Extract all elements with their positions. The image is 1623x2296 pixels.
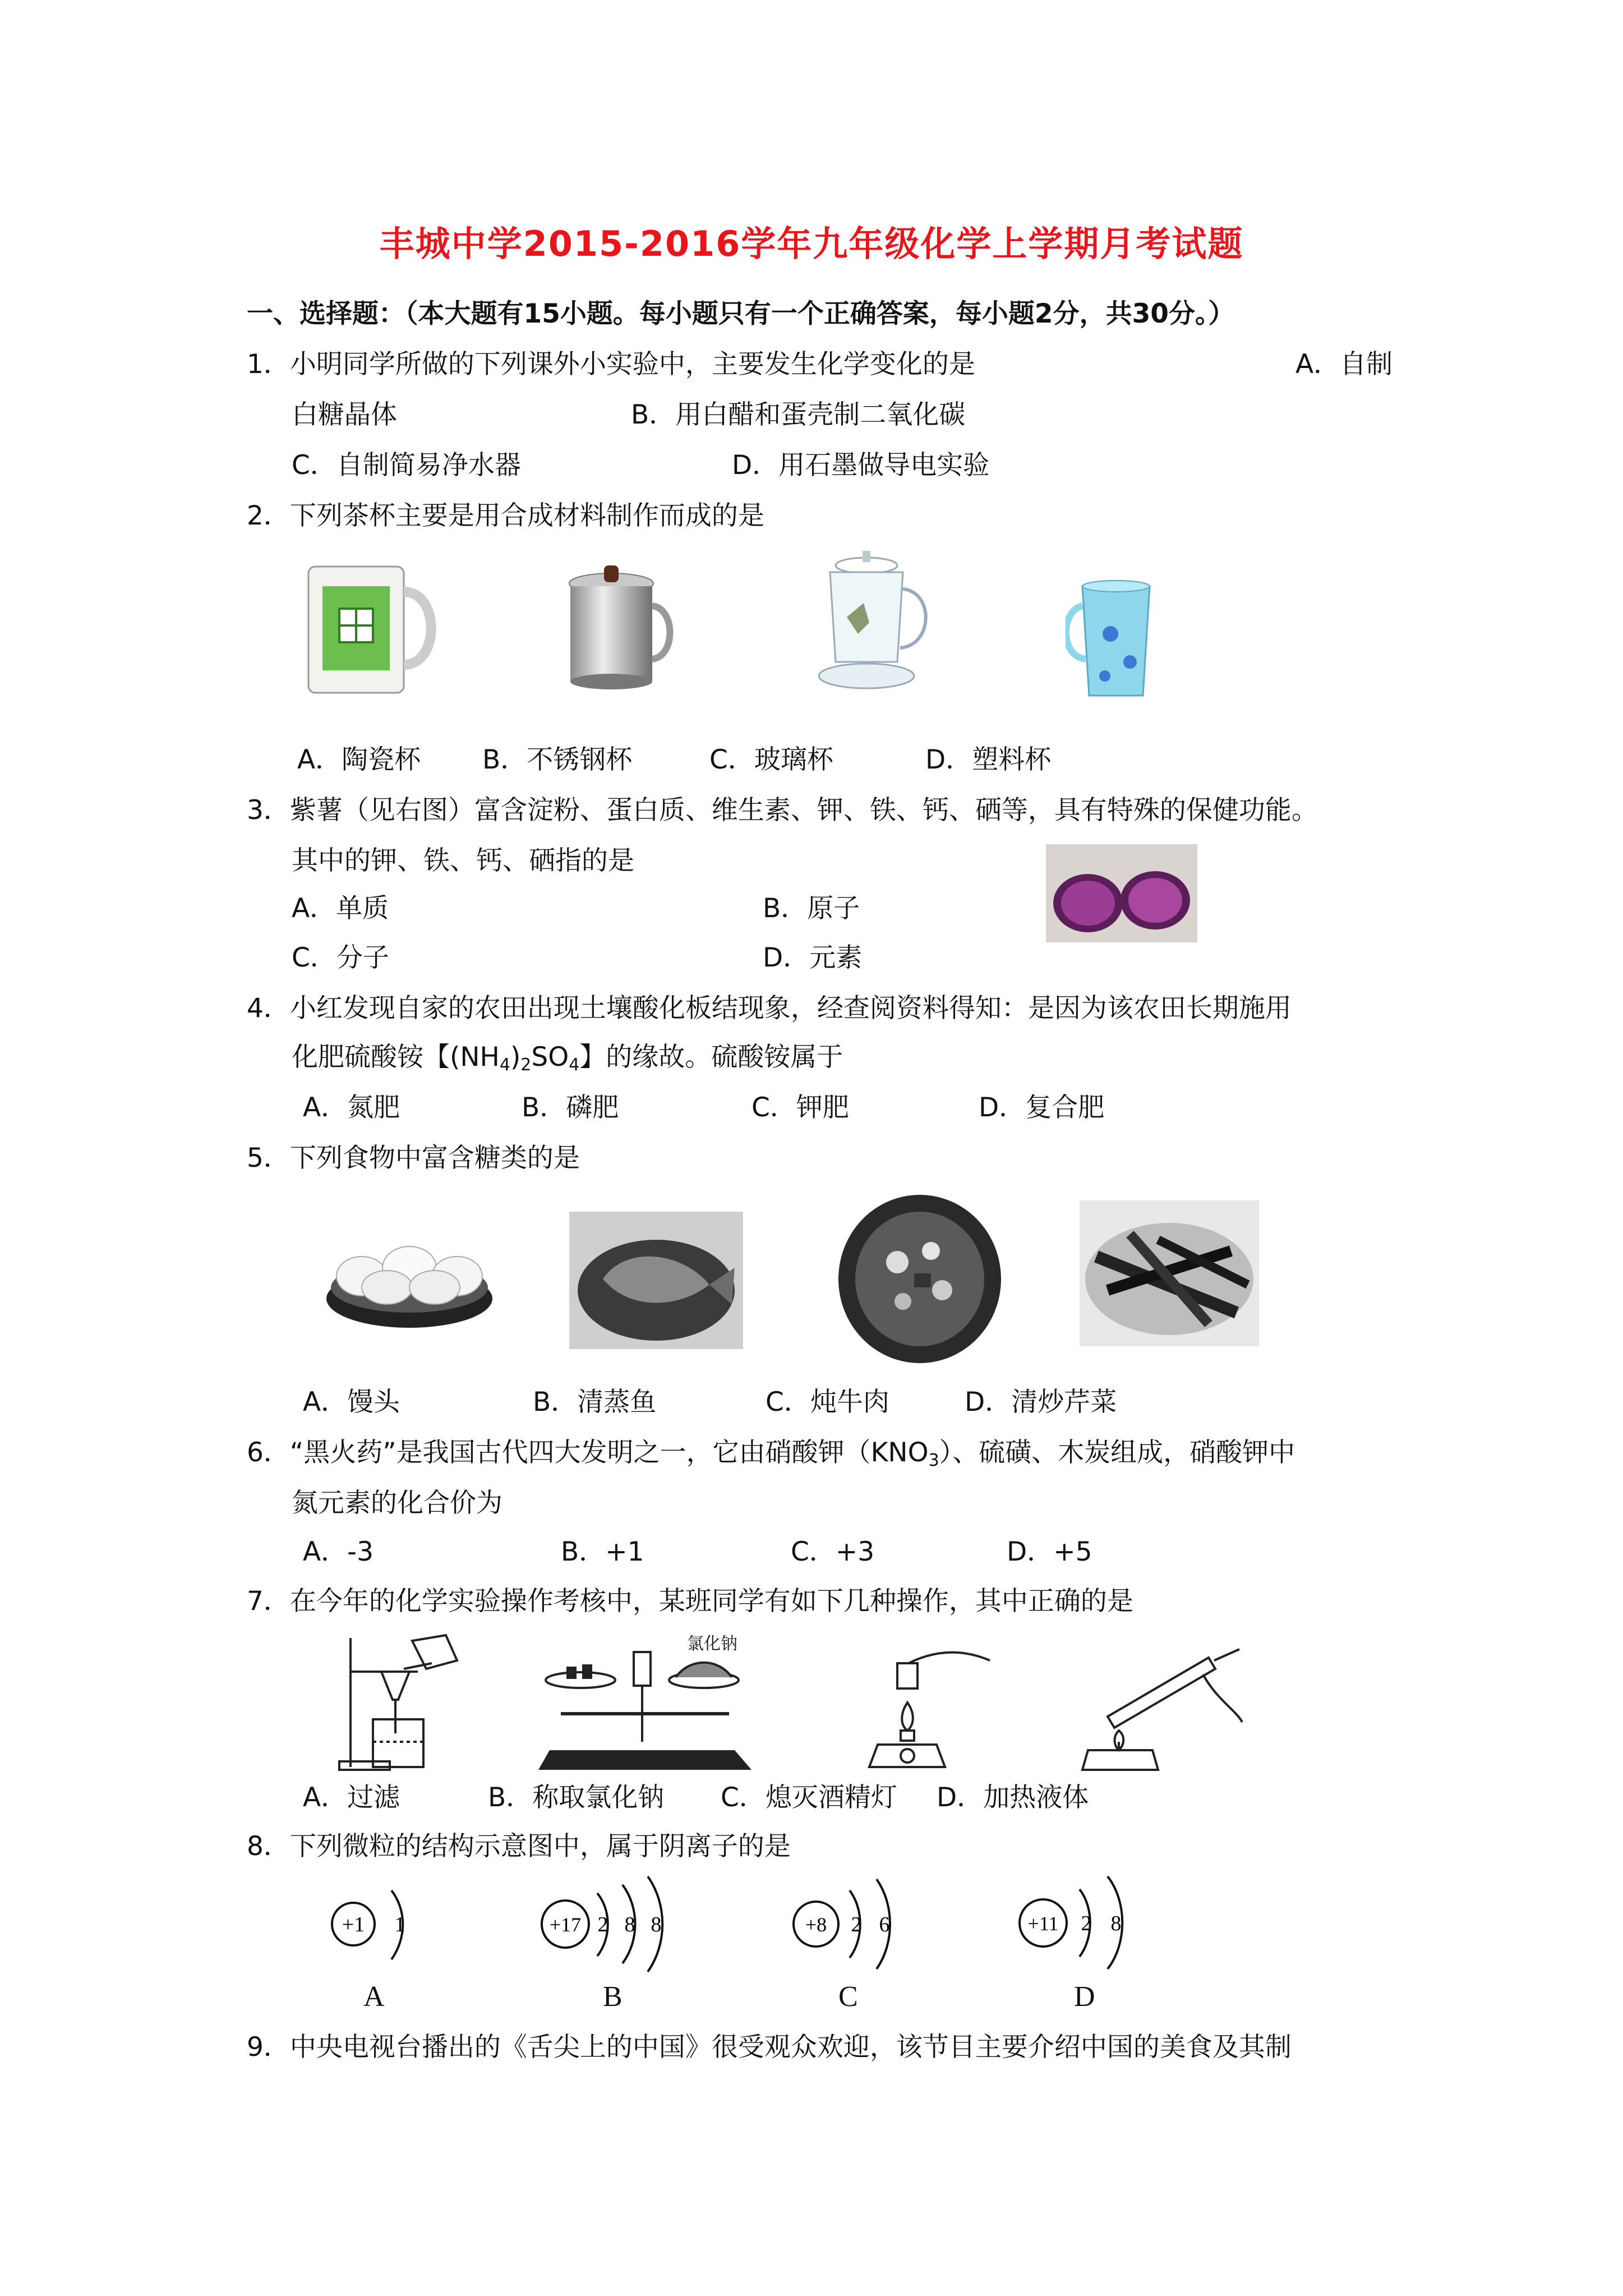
q4-option-a: A．氮肥 [303,1092,400,1123]
q6-line2: 氮元素的化合价为 [292,1488,502,1519]
q7-option-c: C．熄灭酒精灯 [721,1782,897,1813]
q7-option-a: A．过滤 [303,1782,400,1813]
q4-line1: 4．小红发现自家的农田出现土壤酸化板结现象，经查阅资料得知：是因为该农田长期施用 [247,993,1292,1024]
q6-option-d: D．+5 [1007,1536,1092,1567]
q3-option-c: C．分子 [292,942,389,973]
atom-diagram-b [538,1871,684,1977]
q1-option-c: C．自制简易净水器 [292,450,521,481]
q1-option-a-part2: 白糖晶体 [292,399,397,430]
atom-d-nucleus: +11 [1027,1912,1059,1935]
q1-option-a-part1: A．自制 [1295,349,1393,380]
q4-option-c: C．钾肥 [751,1092,849,1123]
plastic-cup-image [1066,578,1172,701]
nacl-label: 氯化钠 [687,1634,737,1654]
q5-option-d: D．清炒芹菜 [965,1387,1117,1418]
page-title: 丰城中学2015-2016学年九年级化学上学期月考试题 [379,223,1244,264]
q2-stem: 2．下列茶杯主要是用合成材料制作而成的是 [247,500,764,531]
atom-a-shell-1: 1 [394,1913,405,1936]
atom-b-shell-2: 8 [624,1913,635,1936]
q2-option-c: C．玻璃杯 [709,744,833,775]
atom-d-shell-1: 2 [1081,1912,1092,1935]
heat-liquid-image [1074,1632,1248,1773]
ceramic-cup-image [297,553,449,704]
steel-cup-image [564,561,676,696]
q6-option-b: B．+1 [561,1536,644,1567]
q6-option-c: C．+3 [791,1536,875,1567]
q2-option-d: D．塑料杯 [925,744,1052,775]
q3-option-b: B．原子 [763,893,860,924]
q6-option-a: A．-3 [303,1536,374,1567]
section-heading: 一、选择题：（本大题有15小题。每小题只有一个正确答案，每小题2分，共30分。） [247,298,1235,329]
q4-line2: 化肥硫酸铵【$(NH_4)_2SO_4$】的缘故。硫酸铵属于 [292,1042,843,1075]
q3-line2: 其中的钾、铁、钙、硒指的是 [292,845,634,876]
atom-label-a: A [363,1981,385,2013]
atom-diagram-c [788,1871,911,1977]
steamed-buns-image [322,1220,496,1332]
q9-stem: 9．中央电视台播出的《舌尖上的中国》很受观众欢迎，该节目主要介绍中国的美食及其制 [247,2032,1292,2063]
atom-c-shell-1: 2 [851,1913,862,1936]
q5-stem: 5．下列食物中富含糖类的是 [247,1143,580,1174]
atom-label-c: C [838,1981,858,2013]
filtration-apparatus-image [334,1630,479,1775]
q4-option-b: B．磷肥 [522,1092,619,1123]
atom-a-nucleus: +1 [342,1913,365,1936]
q1-option-b: B．用白醋和蛋壳制二氧化碳 [631,399,966,430]
purple-sweet-potato-image [1046,844,1197,942]
atom-label-d: D [1074,1981,1095,2013]
extinguish-alcohol-lamp-image [852,1641,993,1773]
q6-line1: 6．“黑火药”是我国古代四大发明之一，它由硝酸钾$(KNO_3)$、硫磺、木炭组成，硝酸钾中 [247,1437,1295,1470]
q4-option-d: D．复合肥 [979,1092,1105,1123]
atom-diagram-a [325,1876,421,1972]
q8-stem: 8．下列微粒的结构示意图中，属于阴离子的是 [247,1831,791,1862]
q7-option-d: D．加热液体 [937,1782,1089,1813]
atom-diagram-d [1015,1868,1144,1977]
atom-label-b: B [603,1981,623,2013]
stir-fried-celery-image [1080,1200,1259,1346]
q1-stem: 1．小明同学所做的下列课外小实验中，主要发生化学变化的是 [247,349,975,380]
atom-c-nucleus: +8 [805,1913,827,1936]
q3-option-a: A．单质 [292,893,389,924]
q2-option-a: A．陶瓷杯 [297,744,421,775]
q2-option-b: B．不锈钢杯 [482,744,633,775]
q7-option-b: B．称取氯化钠 [488,1782,665,1813]
q5-option-c: C．炖牛肉 [766,1387,889,1418]
atom-c-shell-2: 6 [879,1913,890,1936]
q7-stem: 7．在今年的化学实验操作考核中，某班同学有如下几种操作，其中正确的是 [247,1586,1133,1617]
steamed-fish-image [569,1212,743,1349]
glass-cup-image [813,550,942,701]
atom-b-nucleus: +17 [549,1913,582,1936]
atom-b-shell-3: 8 [651,1913,662,1936]
q5-option-b: B．清蒸鱼 [533,1387,657,1418]
atom-d-shell-2: 8 [1110,1912,1122,1935]
atom-b-shell-1: 2 [597,1913,608,1936]
q3-option-d: D．元素 [763,942,863,973]
q5-option-a: A．馒头 [303,1387,400,1418]
braised-beef-image [836,1189,1004,1369]
q3-line1: 3．紫薯（见右图）富含淀粉、蛋白质、维生素、钾、铁、钙、硒等，具有特殊的保健功能。 [247,795,1318,826]
balance-scale-image [538,1630,768,1775]
q1-option-d: D．用石墨做导电实验 [732,450,990,481]
